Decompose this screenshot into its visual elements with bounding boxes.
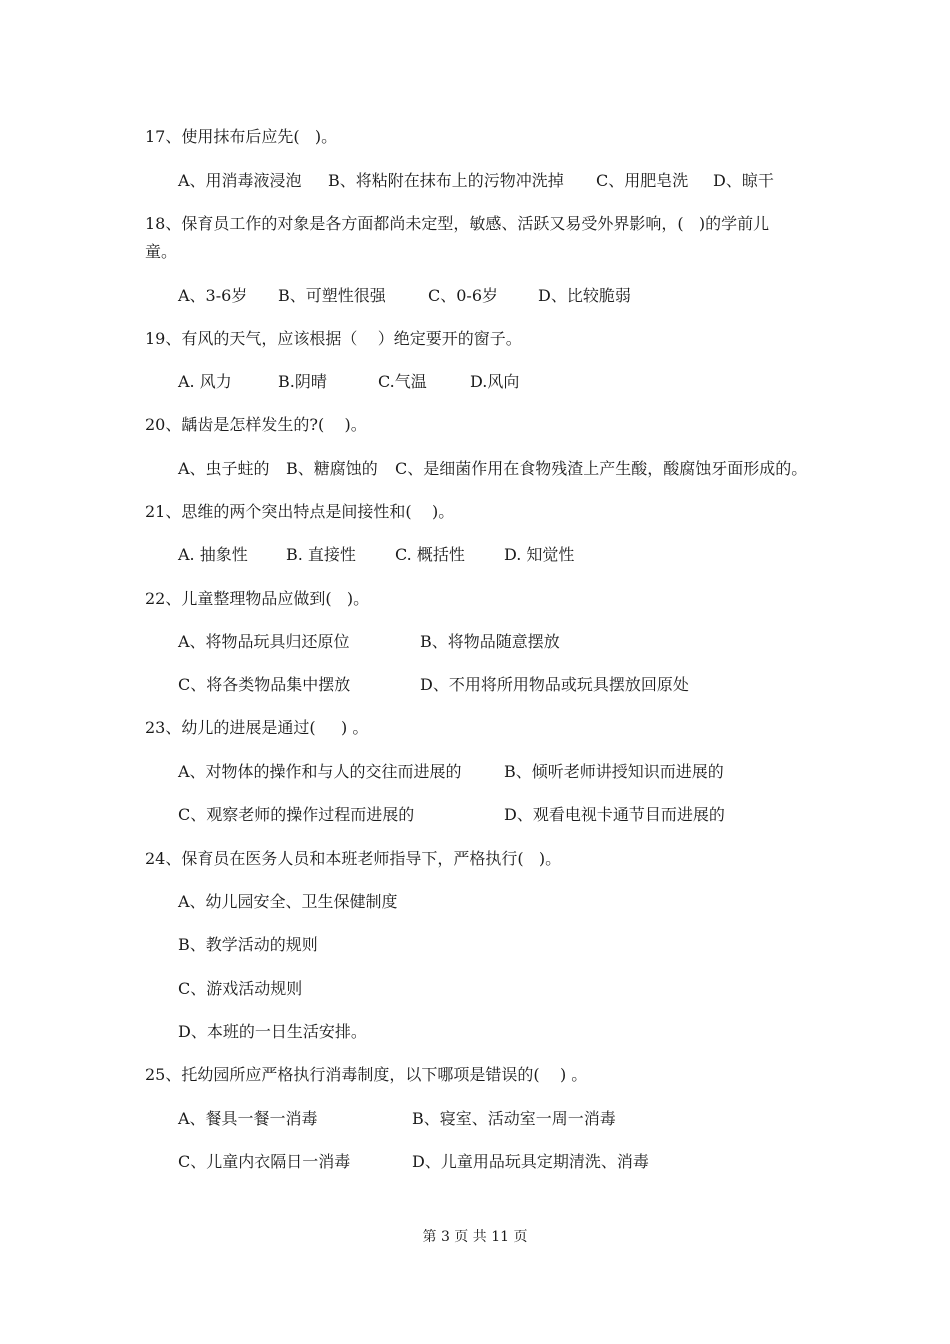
- question-22-option-d: D、不用将所用物品或玩具摆放回原处: [420, 675, 689, 694]
- question-24-option-a: A、幼儿园安全、卫生保健制度: [178, 892, 398, 911]
- question-19-option-b: B.阴晴: [278, 372, 327, 391]
- question-22-option-c: C、将各类物品集中摆放: [178, 675, 351, 694]
- question-18-stem-line2: 童。: [145, 242, 178, 261]
- question-17-option-c: C、用肥皂洗: [596, 171, 689, 190]
- question-18-option-d: D、比较脆弱: [538, 286, 631, 305]
- question-25-option-d: D、儿童用品玩具定期清洗、消毒: [412, 1152, 649, 1171]
- page-number: 第 3 页 共 11 页: [422, 1229, 528, 1245]
- question-18-option-c: C、0-6岁: [428, 286, 499, 305]
- question-20-option-b: B、糖腐蚀的: [286, 459, 378, 478]
- question-17-option-d: D、晾干: [713, 171, 774, 190]
- question-19-option-a: A. 风力: [178, 372, 232, 391]
- question-21-option-d: D. 知觉性: [504, 545, 575, 564]
- question-19-option-d: D.风向: [470, 372, 520, 391]
- question-21-option-a: A. 抽象性: [178, 545, 248, 564]
- question-20-option-a: A、虫子蛀的: [178, 459, 270, 478]
- question-23-option-c: C、观察老师的操作过程而进展的: [178, 805, 415, 824]
- question-21-option-b: B. 直接性: [286, 545, 356, 564]
- question-23-stem: 23、幼儿的进展是通过( ) 。: [145, 718, 369, 737]
- question-24-stem: 24、保育员在医务人员和本班老师指导下，严格执行( )。: [145, 849, 562, 868]
- question-18-option-b: B、可塑性很强: [278, 286, 386, 305]
- question-23-option-a: A、对物体的操作和与人的交往而进展的: [178, 762, 462, 781]
- question-21-option-c: C. 概括性: [395, 545, 465, 564]
- question-23-option-d: D、观看电视卡通节目而进展的: [504, 805, 725, 824]
- question-19-stem: 19、有风的天气，应该根据（ ）绝定要开的窗子。: [145, 329, 522, 348]
- question-25-option-b: B、寝室、活动室一周一消毒: [412, 1109, 616, 1128]
- question-18-option-a: A、3-6岁: [178, 286, 248, 305]
- question-25-option-a: A、餐具一餐一消毒: [178, 1109, 318, 1128]
- question-24-option-b: B、教学活动的规则: [178, 935, 318, 954]
- question-21-stem: 21、思维的两个突出特点是间接性和( )。: [145, 502, 455, 521]
- question-18-stem-line1: 18、保育员工作的对象是各方面都尚未定型，敏感、活跃又易受外界影响，( )的学前儿: [145, 214, 770, 233]
- question-24-option-d: D、本班的一日生活安排。: [178, 1022, 367, 1041]
- question-17-option-a: A、用消毒液浸泡: [178, 171, 302, 190]
- question-17-option-b: B、将粘附在抹布上的污物冲洗掉: [328, 171, 564, 190]
- question-22-option-b: B、将物品随意摆放: [420, 632, 560, 651]
- question-24-option-c: C、游戏活动规则: [178, 979, 303, 998]
- question-19-option-c: C.气温: [378, 372, 427, 391]
- question-23-option-b: B、倾听老师讲授知识而进展的: [504, 762, 724, 781]
- question-20-stem: 20、龋齿是怎样发生的?( )。: [145, 415, 367, 434]
- question-22-option-a: A、将物品玩具归还原位: [178, 632, 350, 651]
- question-25-stem: 25、托幼园所应严格执行消毒制度，以下哪项是错误的( ) 。: [145, 1065, 588, 1084]
- question-20-option-c: C、是细菌作用在食物残渣上产生酸，酸腐蚀牙面形成的。: [395, 459, 808, 478]
- question-25-option-c: C、儿童内衣隔日一消毒: [178, 1152, 351, 1171]
- question-17-stem: 17、使用抹布后应先( )。: [145, 127, 338, 146]
- question-22-stem: 22、儿童整理物品应做到( )。: [145, 589, 370, 608]
